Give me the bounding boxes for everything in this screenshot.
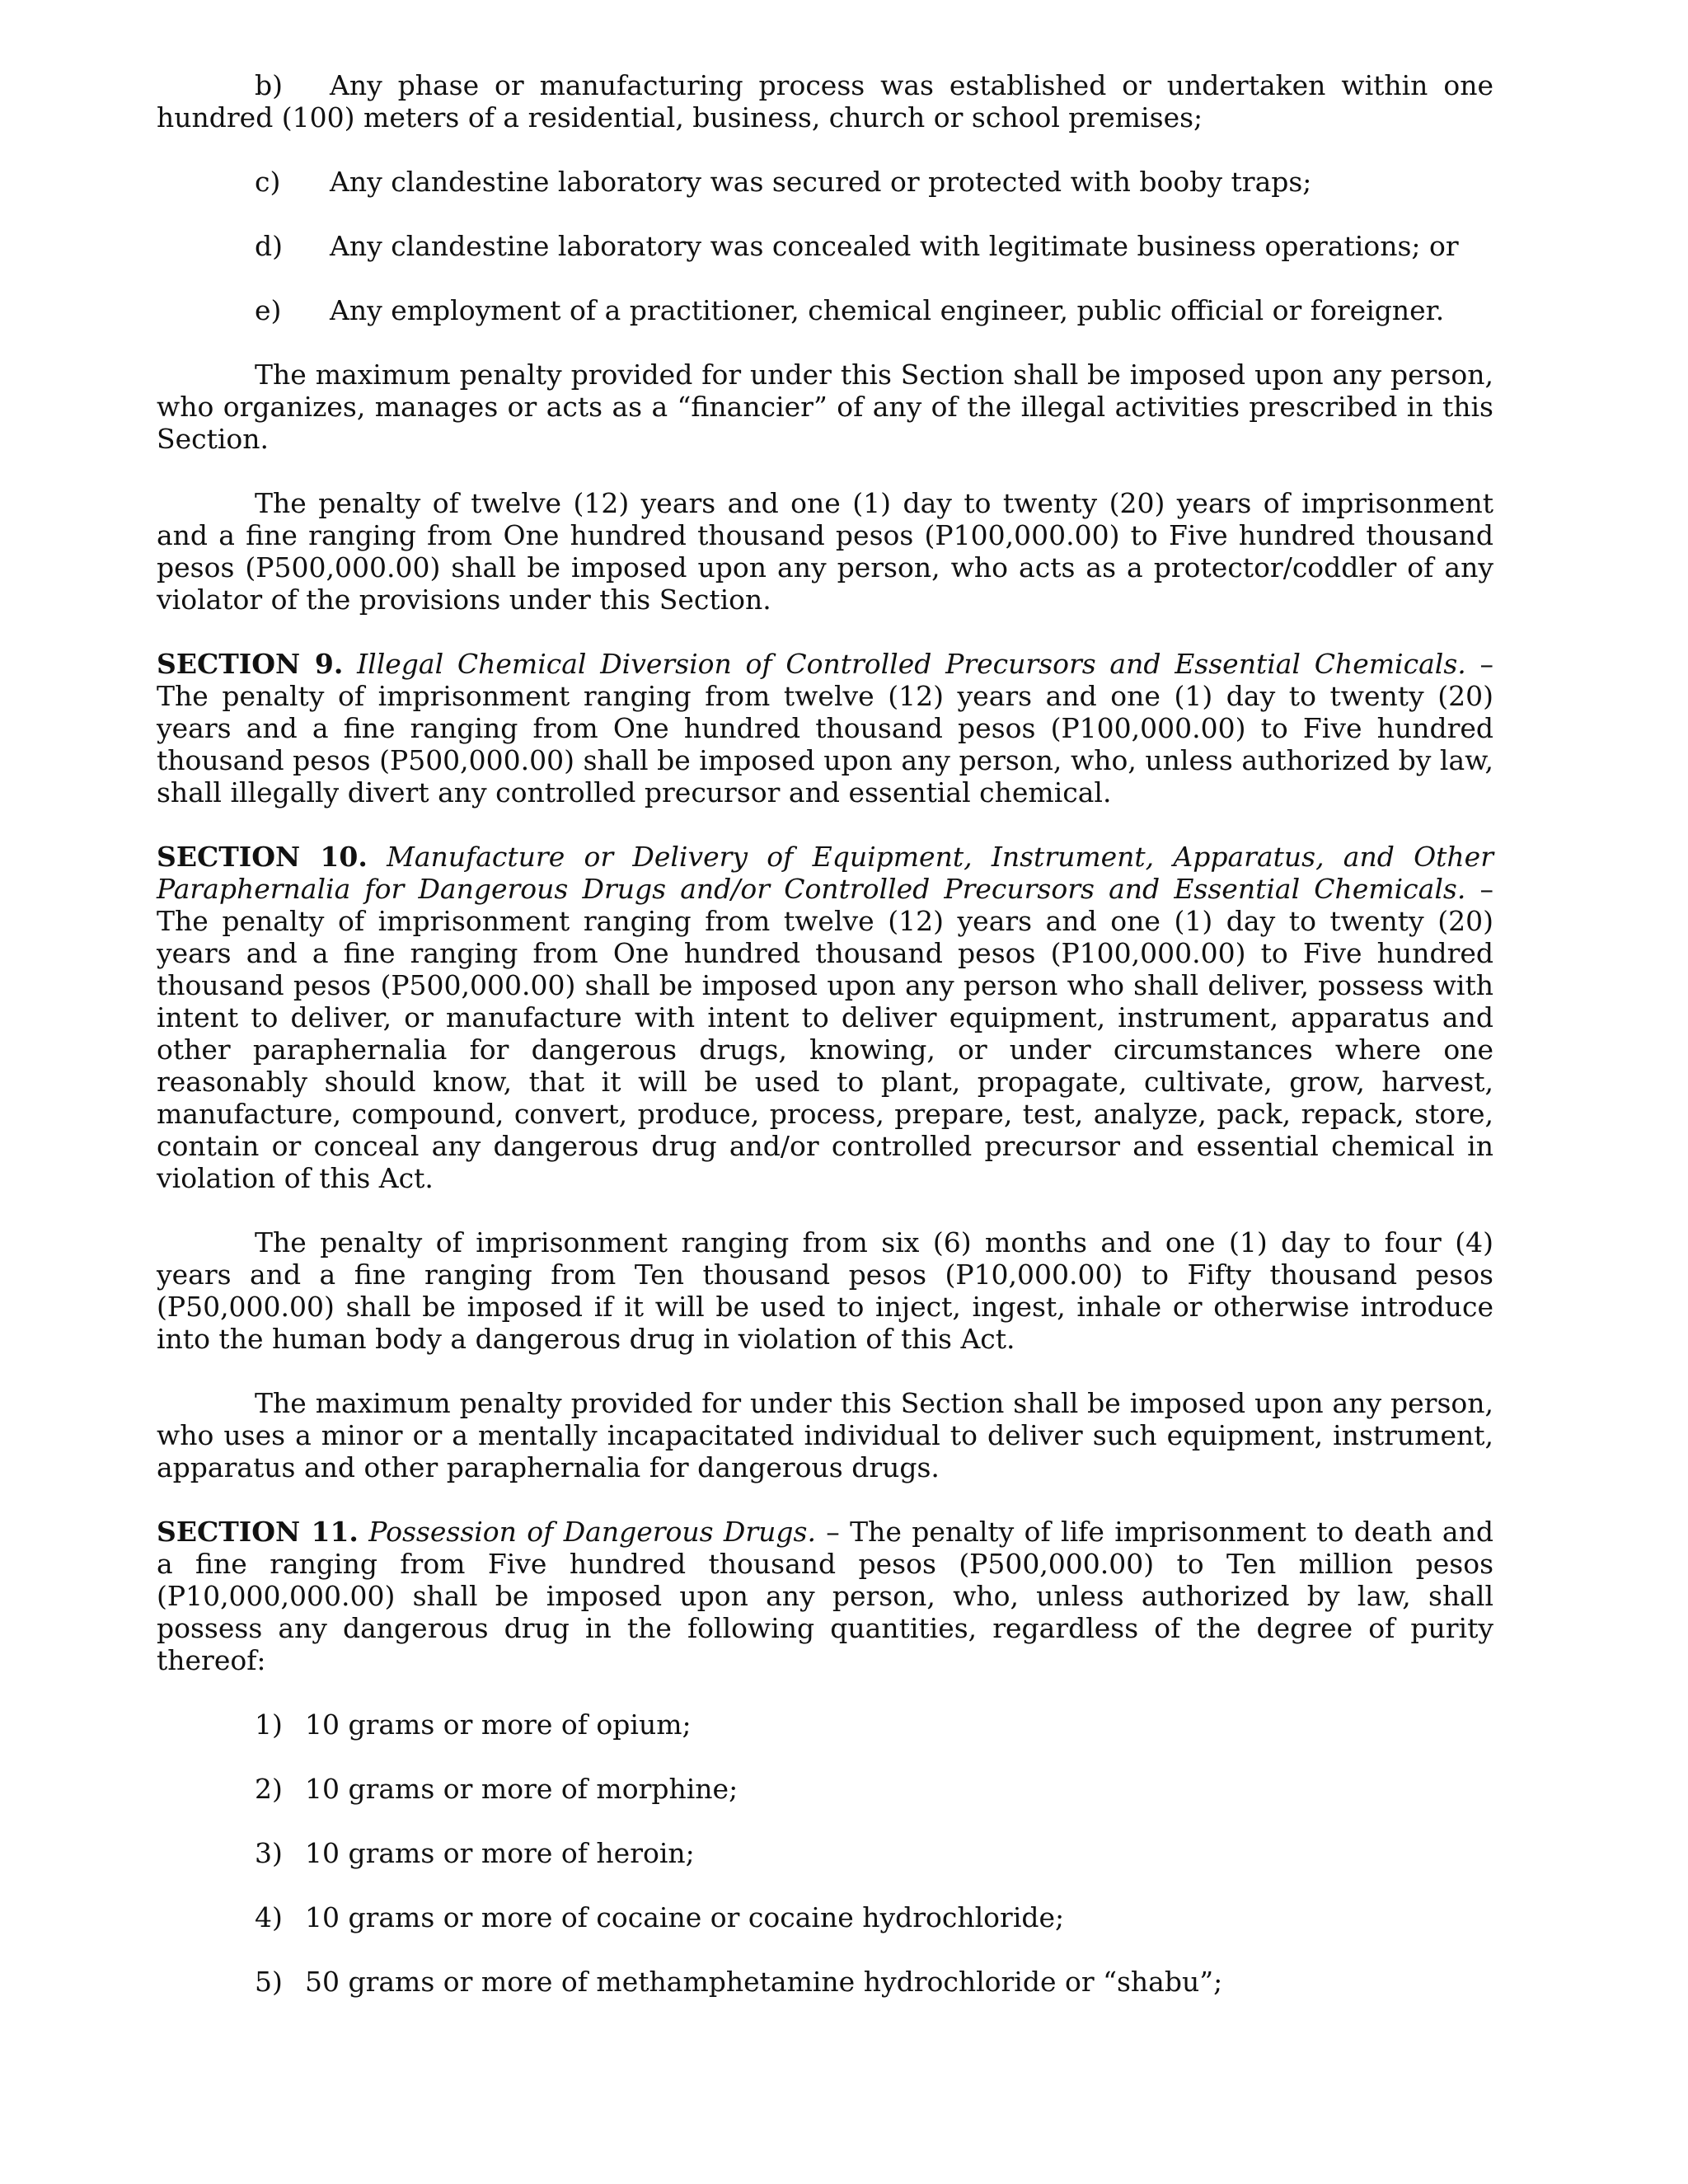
section-10 — [157, 841, 1493, 1194]
list-marker: d) — [255, 230, 283, 262]
list-item-3 — [157, 1837, 1493, 1869]
section-title: Manufacture or Delivery of Equipment, Instrument, Apparatus, and Other Paraphernalia for Dangerous Drugs and/or Controlled Precursors and Essential Chemicals. — [157, 841, 1493, 905]
section-body: – The penalty of life imprisonment to death and a fine ranging from Five hundred thousand pesos (P500,000.00) to Ten million pesos (P10,000,000.00) shall be imposed upon any person, who, unless authorized by law, shall possess any dangerous drug in the following quantities, regardless of the degree of purity thereof: — [157, 1516, 1493, 1676]
paragraph-protector-coddler: The penalty of twelve (12) years and one (1) day to twenty (20) years of imprisonment and a fine ranging from One hundred thousand pesos (P100,000.00) to Five hundred thousand pesos (P500,000.00) shall be imposed upon any person, who acts as a protector/coddler of any violator of the provisions under this Section. — [157, 487, 1493, 616]
list-item-2 — [157, 1773, 1493, 1805]
paragraph-max-penalty-financier: The maximum penalty provided for under this Section shall be imposed upon any person, who organizes, manages or acts as a “financier” of any of the illegal activities prescribed in this Section. — [157, 359, 1493, 455]
section-title: Possession of Dangerous Drugs. — [368, 1516, 816, 1548]
list-item-c — [157, 166, 1493, 198]
section-number: SECTION 10. — [157, 841, 368, 873]
list-marker: 2) — [255, 1773, 283, 1805]
list-item-5 — [157, 1966, 1493, 1998]
list-item-text: 10 grams or more of opium; — [305, 1708, 692, 1741]
list-item-text: Any phase or manufacturing process was established or undertaken within one hundred (100) meters of a residential, business, church or school premises; — [157, 69, 1493, 134]
list-item-e — [157, 294, 1493, 326]
list-marker: 5) — [255, 1966, 283, 1998]
section-number: SECTION 9. — [157, 648, 344, 680]
list-marker: b) — [255, 69, 283, 101]
list-item-b — [157, 69, 1493, 134]
list-item-text: Any clandestine laboratory was concealed with legitimate business operations; or — [330, 230, 1459, 262]
list-marker: 4) — [255, 1901, 283, 1933]
section-body: – The penalty of imprisonment ranging from twelve (12) years and one (1) day to twenty (20) years and a fine ranging from One hundred thousand pesos (P100,000.00) to Five hundred thousand pesos (P500,000.00) shall be imposed upon any person, who, unless authorized by law, shall illegally divert any controlled precursor and essential chemical. — [157, 648, 1493, 808]
section-10-paragraph-3: The maximum penalty provided for under this Section shall be imposed upon any person, who uses a minor or a mentally incapacitated individual to deliver such equipment, instrument, apparatus and other paraphernalia for dangerous drugs. — [157, 1387, 1493, 1483]
section-11 — [157, 1516, 1493, 1676]
section-title: Illegal Chemical Diversion of Controlled Precursors and Essential Chemicals. — [357, 648, 1466, 680]
list-marker: 1) — [255, 1708, 283, 1741]
section-number: SECTION 11. — [157, 1516, 359, 1548]
list-marker: c) — [255, 166, 281, 198]
list-marker: e) — [255, 294, 282, 326]
list-item-d — [157, 230, 1493, 262]
section-9 — [157, 648, 1493, 808]
section-body: – The penalty of imprisonment ranging from twelve (12) years and one (1) day to twenty (20) years and a fine ranging from One hundred thousand pesos (P100,000.00) to Five hundred thousand pesos (P500,000.00) shall be imposed upon any person who shall deliver, possess with intent to deliver, or manufacture with intent to deliver equipment, instrument, apparatus and other paraphernalia for dangerous drugs, knowing, or under circumstances where one reasonably should know, that it will be used to plant, propagate, cultivate, grow, harvest, manufacture, compound, convert, produce, process, prepare, test, analyze, pack, repack, store, contain or conceal any dangerous drug and/or controlled precursor and essential chemical in violation of this Act. — [157, 873, 1493, 1194]
list-item-4 — [157, 1901, 1493, 1933]
list-item-text: 10 grams or more of cocaine or cocaine hydrochloride; — [305, 1901, 1065, 1933]
section-10-paragraph-2: The penalty of imprisonment ranging from six (6) months and one (1) day to four (4) years and a fine ranging from Ten thousand pesos (P10,000.00) to Fifty thousand pesos (P50,000.00) shall be imposed if it will be used to inject, ingest, inhale or otherwise introduce into the human body a dangerous drug in violation of this Act. — [157, 1226, 1493, 1355]
list-item-text: Any employment of a practitioner, chemical engineer, public official or foreigner. — [330, 294, 1445, 326]
document-page — [157, 69, 1493, 2030]
list-marker: 3) — [255, 1837, 283, 1869]
list-item-text: Any clandestine laboratory was secured or protected with booby traps; — [330, 166, 1312, 198]
list-item-text: 10 grams or more of morphine; — [305, 1773, 738, 1805]
list-item-text: 10 grams or more of heroin; — [305, 1837, 695, 1869]
list-item-1 — [157, 1708, 1493, 1741]
list-item-text: 50 grams or more of methamphetamine hydrochloride or “shabu”; — [305, 1966, 1223, 1998]
